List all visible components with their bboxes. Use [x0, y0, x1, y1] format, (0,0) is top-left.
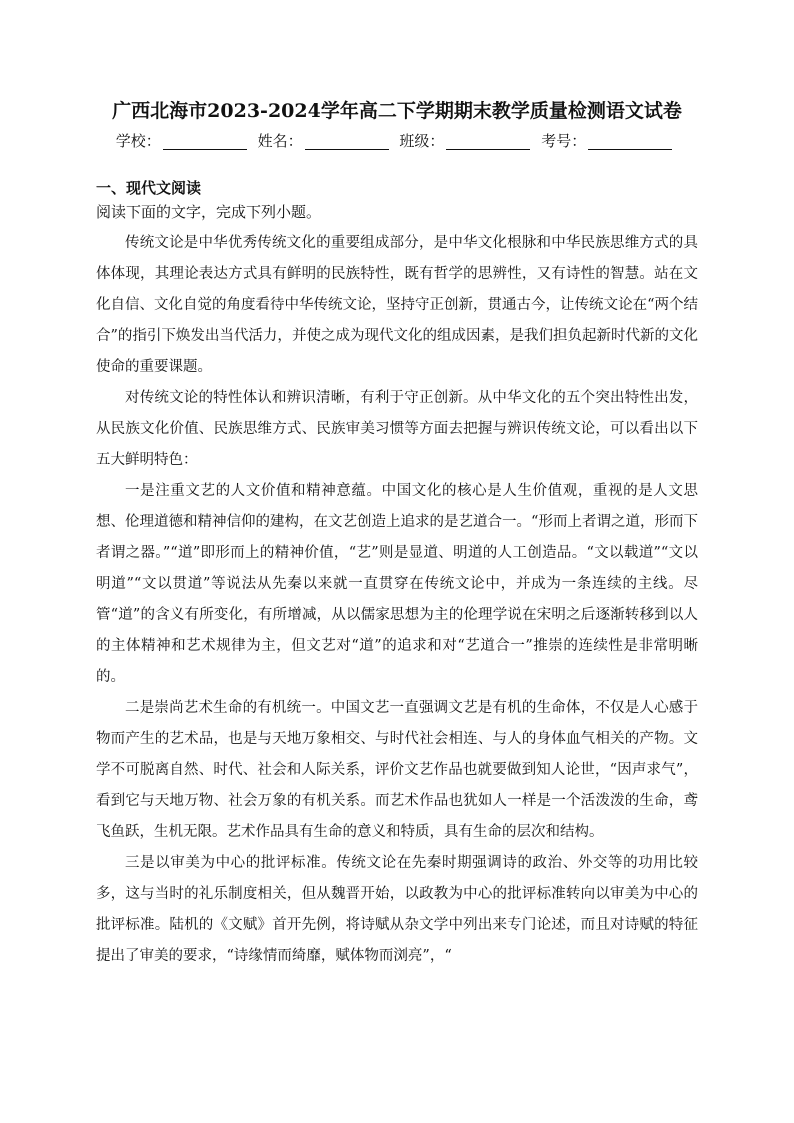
passage-paragraph-1: 传统文论是中华优秀传统文化的重要组成部分，是中华文化根脉和中华民族思维方式的具体体现，其理论表达方式具有鲜明的民族特性，既有哲学的思辨性，又有诗性的智慧。站在文化自信、文化自觉的角度看待中华传统文论，坚持守正创新，贯通古今，让传统文论在“两个结合”的指引下焕发出当代活力，并使之成为现代文化的组成因素，是我们担负起新时代新的文化使命的重要课题。: [96, 235, 698, 375]
exam-number-field: [541, 128, 672, 154]
passage-paragraph-5: 三是以审美为中心的批评标准。传统文论在先秦时期强调诗的政治、外交等的功用比较多，这与当时的礼乐制度相关，但从魏晋开始，以政教为中心的批评标准转向以审美为中心的批评标准。陆机的《文赋》首开先例，将诗赋从杂文学中列出来专门论述，而且对诗赋的特征提出了审美的要求，“诗缘情而绮靡，赋体物而浏亮”，“: [96, 855, 698, 964]
school-blank[interactable]: [163, 131, 247, 150]
name-label: 姓名：: [257, 132, 303, 150]
school-field: [116, 128, 247, 154]
reading-instruction: 阅读下面的文字，完成下列小题。: [96, 203, 322, 221]
student-info-line: [96, 128, 698, 154]
reading-passage: [96, 228, 698, 972]
name-blank[interactable]: [305, 131, 389, 150]
class-field: [399, 128, 530, 154]
class-label: 班级：: [399, 132, 445, 150]
exam-title: 广西北海市2023-2024学年高二下学期期末教学质量检测语文试卷: [112, 100, 682, 122]
name-field: [258, 128, 389, 154]
section-heading: 一、现代文阅读: [96, 179, 202, 197]
exam-number-blank[interactable]: [588, 131, 672, 150]
exam-number-label: 考号：: [541, 132, 587, 150]
passage-paragraph-4: 二是崇尚艺术生命的有机统一。中国文艺一直强调文艺是有机的生命体，不仅是人心感于物而产生的艺术品，也是与天地万象相交、与时代社会相连、与人的身体血气相关的产物。文学不可脱离自然、时代、社会和人际关系，评价文艺作品也就要做到知人论世，“因声求气”，看到它与天地万物、社会万象的有机关系。而艺术作品也犹如人一样是一个活泼泼的生命，鸢飞鱼跃，生机无限。艺术作品具有生命的意义和特质，具有生命的层次和结构。: [96, 700, 698, 840]
passage-paragraph-3: 一是注重文艺的人文价值和精神意蕴。中国文化的核心是人生价值观，重视的是人文思想、伦理道德和精神信仰的建构，在文艺创造上追求的是艺道合一。“形而上者谓之道，形而下者谓之器。”“道”即形而上的精神价值，“艺”则是显道、明道的人工创造品。“文以载道”“文以明道”“文以贯道”等说法从先秦以来就一直贯穿在传统文论中，并成为一条连续的主线。尽管“道”的含义有所变化，有所增减，从以儒家思想为主的伦理学说在宋明之后逐渐转移到以人的主体精神和艺术规律为主，但文艺对“道”的追求和对“艺道合一”推崇的连续性是非常明晰的。: [96, 483, 698, 685]
passage-paragraph-2: 对传统文论的特性体认和辨识清晰，有利于守正创新。从中华文化的五个突出特性出发，从民族文化价值、民族思维方式、民族审美习惯等方面去把握与辨识传统文论，可以看出以下五大鲜明特色：: [96, 390, 698, 468]
class-blank[interactable]: [446, 131, 530, 150]
school-label: 学校：: [115, 132, 161, 150]
